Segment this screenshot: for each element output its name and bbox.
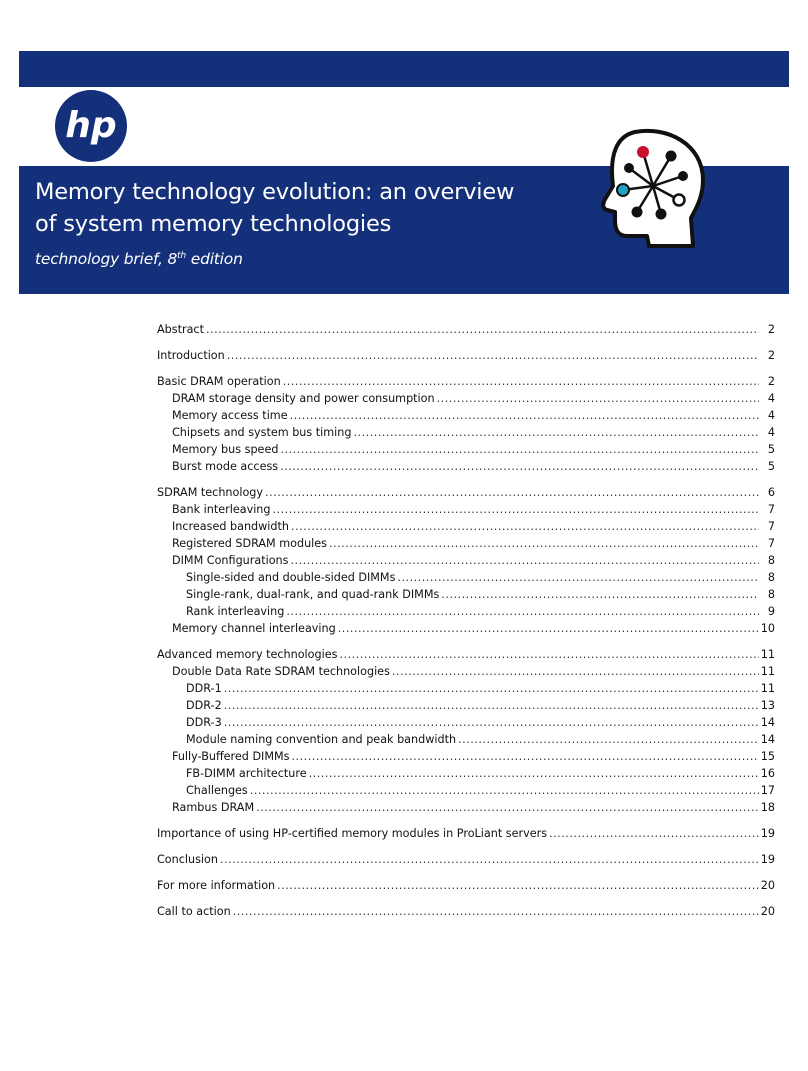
toc-page-number: 2 (767, 323, 775, 336)
toc-page-number: 17 (760, 784, 775, 797)
toc-entry-memory-bus-speed[interactable]: Memory bus speed ..... 5 (157, 441, 775, 458)
toc-page-number: 11 (760, 682, 775, 695)
toc-entry-more-information[interactable]: For more information ..... 20 (157, 877, 775, 894)
toc-entry-chipsets-bus-timing[interactable]: Chipsets and system bus timing ..... 4 (157, 424, 775, 441)
subtitle-prefix: technology brief, 8 (35, 250, 178, 268)
toc-page-number: 13 (760, 699, 775, 712)
toc-entry-rank-dimms[interactable]: Single-rank, dual-rank, and quad-rank DIMMs ..... 8 (157, 586, 775, 603)
toc-entry-ddr-3[interactable]: DDR-3 ..... 14 (157, 714, 775, 731)
toc-page-number: 8 (767, 571, 775, 584)
toc-page-number: 8 (767, 554, 775, 567)
toc-page-number: 2 (767, 349, 775, 362)
toc-entry-call-to-action[interactable]: Call to action ..... 20 (157, 903, 775, 920)
toc-page-number: 8 (767, 588, 775, 601)
subtitle (35, 250, 243, 268)
toc-page-number: 7 (767, 503, 775, 516)
toc-entry-ddr-1[interactable]: DDR-1 ..... 11 (157, 680, 775, 697)
hp-logo-icon (54, 89, 128, 163)
toc-page-number: 10 (760, 622, 775, 635)
toc-entry-rank-interleaving[interactable]: Rank interleaving ..... 9 (157, 603, 775, 620)
toc-page-number: 2 (767, 375, 775, 388)
toc-entry-single-double-sided[interactable]: Single-sided and double-sided DIMMs ..... 8 (157, 569, 775, 586)
toc-entry-increased-bandwidth[interactable]: Increased bandwidth ..... 7 (157, 518, 775, 535)
title-line-2: of system memory technologies (35, 211, 392, 237)
toc-page-number: 14 (760, 716, 775, 729)
toc-entry-abstract[interactable]: Abstract ..... 2 (157, 321, 775, 338)
toc-entry-bank-interleaving[interactable]: Bank interleaving ..... 7 (157, 501, 775, 518)
toc-entry-fb-dimm-architecture[interactable]: FB-DIMM architecture ..... 16 (157, 765, 775, 782)
toc-page-number: 20 (760, 879, 775, 892)
head-network-icon (587, 128, 709, 252)
toc-entry-sdram-technology[interactable]: SDRAM technology ..... 6 (157, 484, 775, 501)
toc-entry-rambus-dram[interactable]: Rambus DRAM ..... 18 (157, 799, 775, 816)
table-of-contents (157, 321, 775, 920)
toc-page-number: 19 (760, 827, 775, 840)
toc-page-number: 4 (767, 426, 775, 439)
toc-entry-fully-buffered-dimms[interactable]: Fully-Buffered DIMMs ..... 15 (157, 748, 775, 765)
subtitle-suffix: edition (186, 250, 243, 268)
toc-entry-introduction[interactable]: Introduction ..... 2 (157, 347, 775, 364)
toc-page-number: 14 (760, 733, 775, 746)
toc-entry-basic-dram-operation[interactable]: Basic DRAM operation ..... 2 (157, 373, 775, 390)
toc-page-number: 4 (767, 392, 775, 405)
subtitle-sup: th (177, 251, 186, 261)
toc-entry-ddr-sdram[interactable]: Double Data Rate SDRAM technologies ..... 11 (157, 663, 775, 680)
toc-entry-conclusion[interactable]: Conclusion ..... 19 (157, 851, 775, 868)
toc-entry-challenges[interactable]: Challenges ..... 17 (157, 782, 775, 799)
page-title (35, 176, 575, 240)
toc-page-number: 7 (767, 520, 775, 533)
toc-page-number: 7 (767, 537, 775, 550)
toc-entry-memory-channel-interleaving[interactable]: Memory channel interleaving ..... 10 (157, 620, 775, 637)
toc-page-number: 4 (767, 409, 775, 422)
header-top-band (19, 51, 789, 87)
logo-text: hp (65, 105, 117, 146)
toc-page-number: 15 (760, 750, 775, 763)
toc-entry-ddr-2[interactable]: DDR-2 ..... 13 (157, 697, 775, 714)
toc-entry-registered-sdram[interactable]: Registered SDRAM modules ..... 7 (157, 535, 775, 552)
toc-entry-hp-certified-memory[interactable]: Importance of using HP-certified memory modules in ProLiant servers ..... 19 (157, 825, 775, 842)
toc-page-number: 5 (767, 443, 775, 456)
hp-logo (54, 89, 128, 163)
toc-entry-burst-mode-access[interactable]: Burst mode access ..... 5 (157, 458, 775, 475)
toc-page-number: 11 (760, 648, 775, 661)
toc-entry-memory-access-time[interactable]: Memory access time ..... 4 (157, 407, 775, 424)
toc-page-number: 16 (760, 767, 775, 780)
toc-entry-dimm-configurations[interactable]: DIMM Configurations ..... 8 (157, 552, 775, 569)
toc-entry-module-naming[interactable]: Module naming convention and peak bandwidth ..... 14 (157, 731, 775, 748)
toc-page-number: 9 (767, 605, 775, 618)
toc-page-number: 5 (767, 460, 775, 473)
toc-page-number: 19 (760, 853, 775, 866)
toc-entry-dram-storage-density[interactable]: DRAM storage density and power consumption ..... 4 (157, 390, 775, 407)
title-line-1: Memory technology evolution: an overview (35, 179, 515, 205)
toc-page-number: 6 (767, 486, 775, 499)
toc-page-number: 20 (760, 905, 775, 918)
toc-page-number: 11 (760, 665, 775, 678)
toc-entry-advanced-memory[interactable]: Advanced memory technologies ..... 11 (157, 646, 775, 663)
toc-page-number: 18 (760, 801, 775, 814)
